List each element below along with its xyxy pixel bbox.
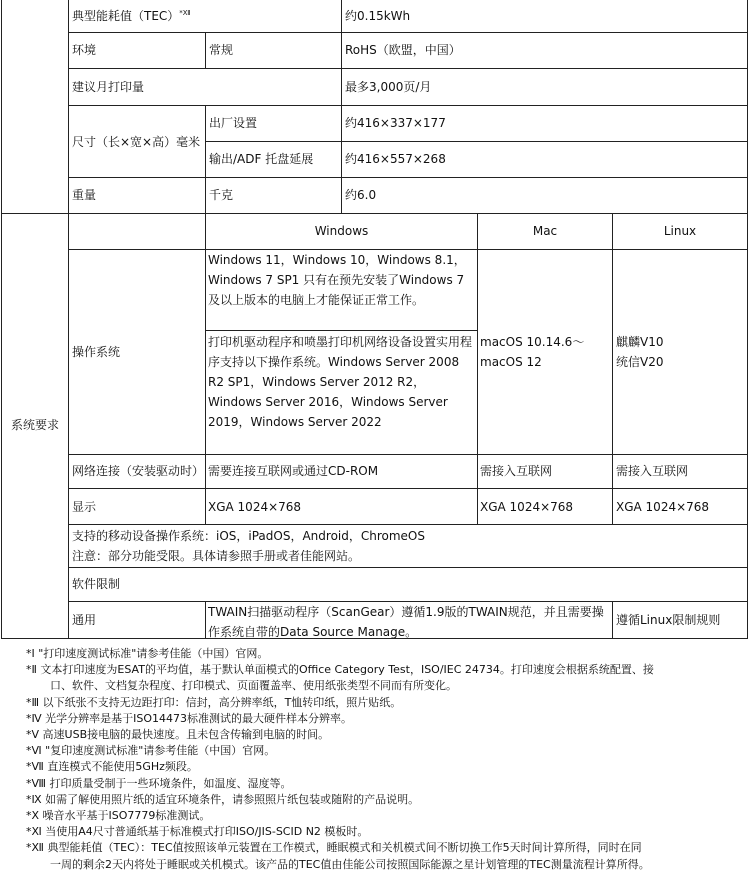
header-linux: Linux <box>663 224 697 238</box>
footnote-mark: *Ⅰ <box>26 647 35 660</box>
weight-label: 重量 <box>72 188 97 202</box>
size-label: 尺寸（长×宽×高）毫米 <box>72 135 201 149</box>
size-value-extended: 约416×557×268 <box>345 152 446 166</box>
row-divider <box>68 454 748 455</box>
footnote-mark: *Ⅳ <box>26 711 42 725</box>
size-value-factory: 约416×337×177 <box>345 116 446 130</box>
os-windows-server: 打印机驱动程序和喷墨打印机网络设备设置实用程序支持以下操作系统。Windows Server 2008 R2 SP1，Windows Server 2012 R2，Windows Server 2016，Windows Server 2019，Windows Server 2022 <box>208 335 473 429</box>
network-linux: 需接入互联网 <box>616 464 689 478</box>
col-divider <box>68 213 69 638</box>
network-windows: 需要连接互联网或通过CD-ROM <box>208 464 379 478</box>
weight-sub: 千克 <box>209 188 234 202</box>
footnote <box>26 759 746 775</box>
table-border-left <box>1 0 2 638</box>
env-sub: 常规 <box>209 43 234 57</box>
footnote-mark: *Ⅵ <box>26 744 42 758</box>
col-divider <box>205 32 206 68</box>
footnote-mark: *Ⅻ <box>26 841 44 855</box>
weight-value: 约6.0 <box>345 188 377 202</box>
footnote <box>26 711 746 727</box>
env-value: RoHS（欧盟，中国） <box>345 43 461 57</box>
monthly-volume-label: 建议月打印量 <box>72 80 145 94</box>
col-divider <box>477 213 478 524</box>
footnote-text: 以下纸张不支持无边距打印：信封，高分辨率纸，T恤转印纸，照片贴纸。 <box>42 695 402 709</box>
footnote-continuation: 一周的剩余2天内将处于睡眠或关机模式。该产品的TEC值由佳能公司按照国际能源之星计划管理的TEC测量流程计算所得。 <box>50 857 650 871</box>
network-label: 网络连接（安装驱动时） <box>72 464 205 478</box>
monthly-volume-value: 最多3,000页/月 <box>345 80 432 94</box>
footnote-text: "打印速度测试标准"请参考佳能（中国）官网。 <box>38 647 269 660</box>
footnotes <box>26 646 746 873</box>
os-windows-client: Windows 11，Windows 10，Windows 8.1，Windows 7 SP1 只有在预先安装了Windows 7及以上版本的电脑上才能保证正常工作。 <box>208 253 466 307</box>
footnote <box>26 824 746 840</box>
col-divider <box>205 213 206 524</box>
footnote <box>26 792 746 808</box>
footnote-mark: *Ⅲ <box>26 695 40 709</box>
env-label: 环境 <box>72 43 97 57</box>
display-label: 显示 <box>72 500 97 514</box>
col-divider <box>612 213 613 524</box>
footnote-mark: *Ⅷ <box>26 776 46 790</box>
footnote <box>26 808 746 824</box>
col-divider <box>612 601 613 638</box>
display-mac: XGA 1024×768 <box>480 500 574 514</box>
header-windows: Windows <box>314 224 369 238</box>
footnote-text: 打印质量受制于一些环境条件，如温度、湿度等。 <box>49 776 292 790</box>
os-linux: 麒麟V10 统信V20 <box>616 335 664 369</box>
display-windows: XGA 1024×768 <box>208 500 302 514</box>
col-divider <box>68 0 69 213</box>
footnote-text: 噪音水平基于ISO7779标准测试。 <box>42 809 211 823</box>
mobile-os-line: 支持的移动设备操作系统：iOS，iPadOS，Android，ChromeOS <box>72 529 425 543</box>
table-border-right <box>747 0 748 638</box>
col-divider <box>341 0 342 213</box>
footnote <box>26 727 746 743</box>
footnote-text: 光学分辨率是基于ISO14473标准测试的最大硬件样本分辨率。 <box>45 711 353 725</box>
tec-label: 典型能耗值（TEC）$^{*Ⅻ}$ <box>72 9 191 23</box>
system-requirements-label: 系统要求 <box>10 418 59 432</box>
footnote <box>26 776 746 792</box>
tec-value: 约0.15kWh <box>345 9 411 23</box>
row-divider <box>68 524 748 525</box>
network-mac: 需接入互联网 <box>480 464 553 478</box>
general-value: TWAIN扫描驱动程序（ScanGear）遵循1.9版的TWAIN规范，并且需要操作系统自带的Data Source Manage。 <box>208 605 604 639</box>
row-divider <box>68 177 748 178</box>
footnote-mark: *Ⅴ <box>26 728 40 742</box>
general-linux: 遵循Linux限制规则 <box>616 613 721 627</box>
footnote-text: 直连模式不能使用5GHz频段。 <box>47 760 198 774</box>
row-divider <box>68 105 748 106</box>
footnote-mark: *Ⅸ <box>26 792 42 806</box>
footnote-continuation: 口、软件、文档复杂程度、打印模式、页面覆盖率、使用纸张类型不同而有所变化。 <box>50 679 457 693</box>
row-divider <box>205 141 748 142</box>
footnote-text: "复印速度测试标准"请参考佳能（中国）官网。 <box>45 744 276 758</box>
footnote-mark: *Ⅶ <box>26 760 44 774</box>
general-label: 通用 <box>72 613 97 627</box>
row-divider <box>205 330 477 331</box>
header-mac: Mac <box>532 224 558 238</box>
footnote-text: 如需了解使用照片纸的适宜环境条件，请参照照片纸包装或随附的产品说明。 <box>45 792 420 806</box>
mobile-os-note: 注意：部分功能受限。具体请参照手册或者佳能网站。 <box>72 549 361 563</box>
footnote-text: 当使用A4尺寸普通纸基于标准模式打印ISO/JIS-SCID N2 模板时。 <box>45 825 369 839</box>
footnote-text: 高速USB接电脑的最快速度。且未包含传输到电脑的时间。 <box>42 728 330 742</box>
software-limit-label: 软件限制 <box>72 577 121 591</box>
footnote-mark: *Ⅱ <box>26 663 37 677</box>
footnote-mark: *Ⅺ <box>26 825 42 839</box>
col-divider <box>205 601 206 638</box>
footnote <box>26 743 746 759</box>
os-mac: macOS 10.14.6～macOS 12 <box>480 335 585 369</box>
tec-footnote-mark: *Ⅻ <box>179 9 191 17</box>
footnote <box>26 695 746 711</box>
footnote <box>26 646 746 662</box>
os-label: 操作系统 <box>72 345 121 359</box>
row-divider <box>68 567 748 568</box>
row-divider <box>68 32 748 33</box>
section-divider <box>1 213 748 214</box>
footnote-text: 典型能耗值（TEC）：TEC值按照该单元装置在工作模式，睡眠模式和关机模式间不断切换工作5天时间计算所得，同时在同 <box>47 841 642 855</box>
footnote-mark: *Ⅹ <box>26 809 40 823</box>
display-linux: XGA 1024×768 <box>616 500 710 514</box>
footnote-text: 文本打印速度为ESAT的平均值，基于默认单面模式的Office Category Test，ISO/IEC 24734。打印速度会根据系统配置、接 <box>40 663 654 677</box>
row-divider <box>68 488 748 489</box>
size-sub-extended: 输出/ADF 托盘延展 <box>209 152 314 166</box>
footnote <box>26 840 746 872</box>
footnote <box>26 662 746 694</box>
col-divider <box>205 105 206 213</box>
size-sub-factory: 出厂设置 <box>209 116 258 130</box>
row-divider <box>68 68 748 69</box>
